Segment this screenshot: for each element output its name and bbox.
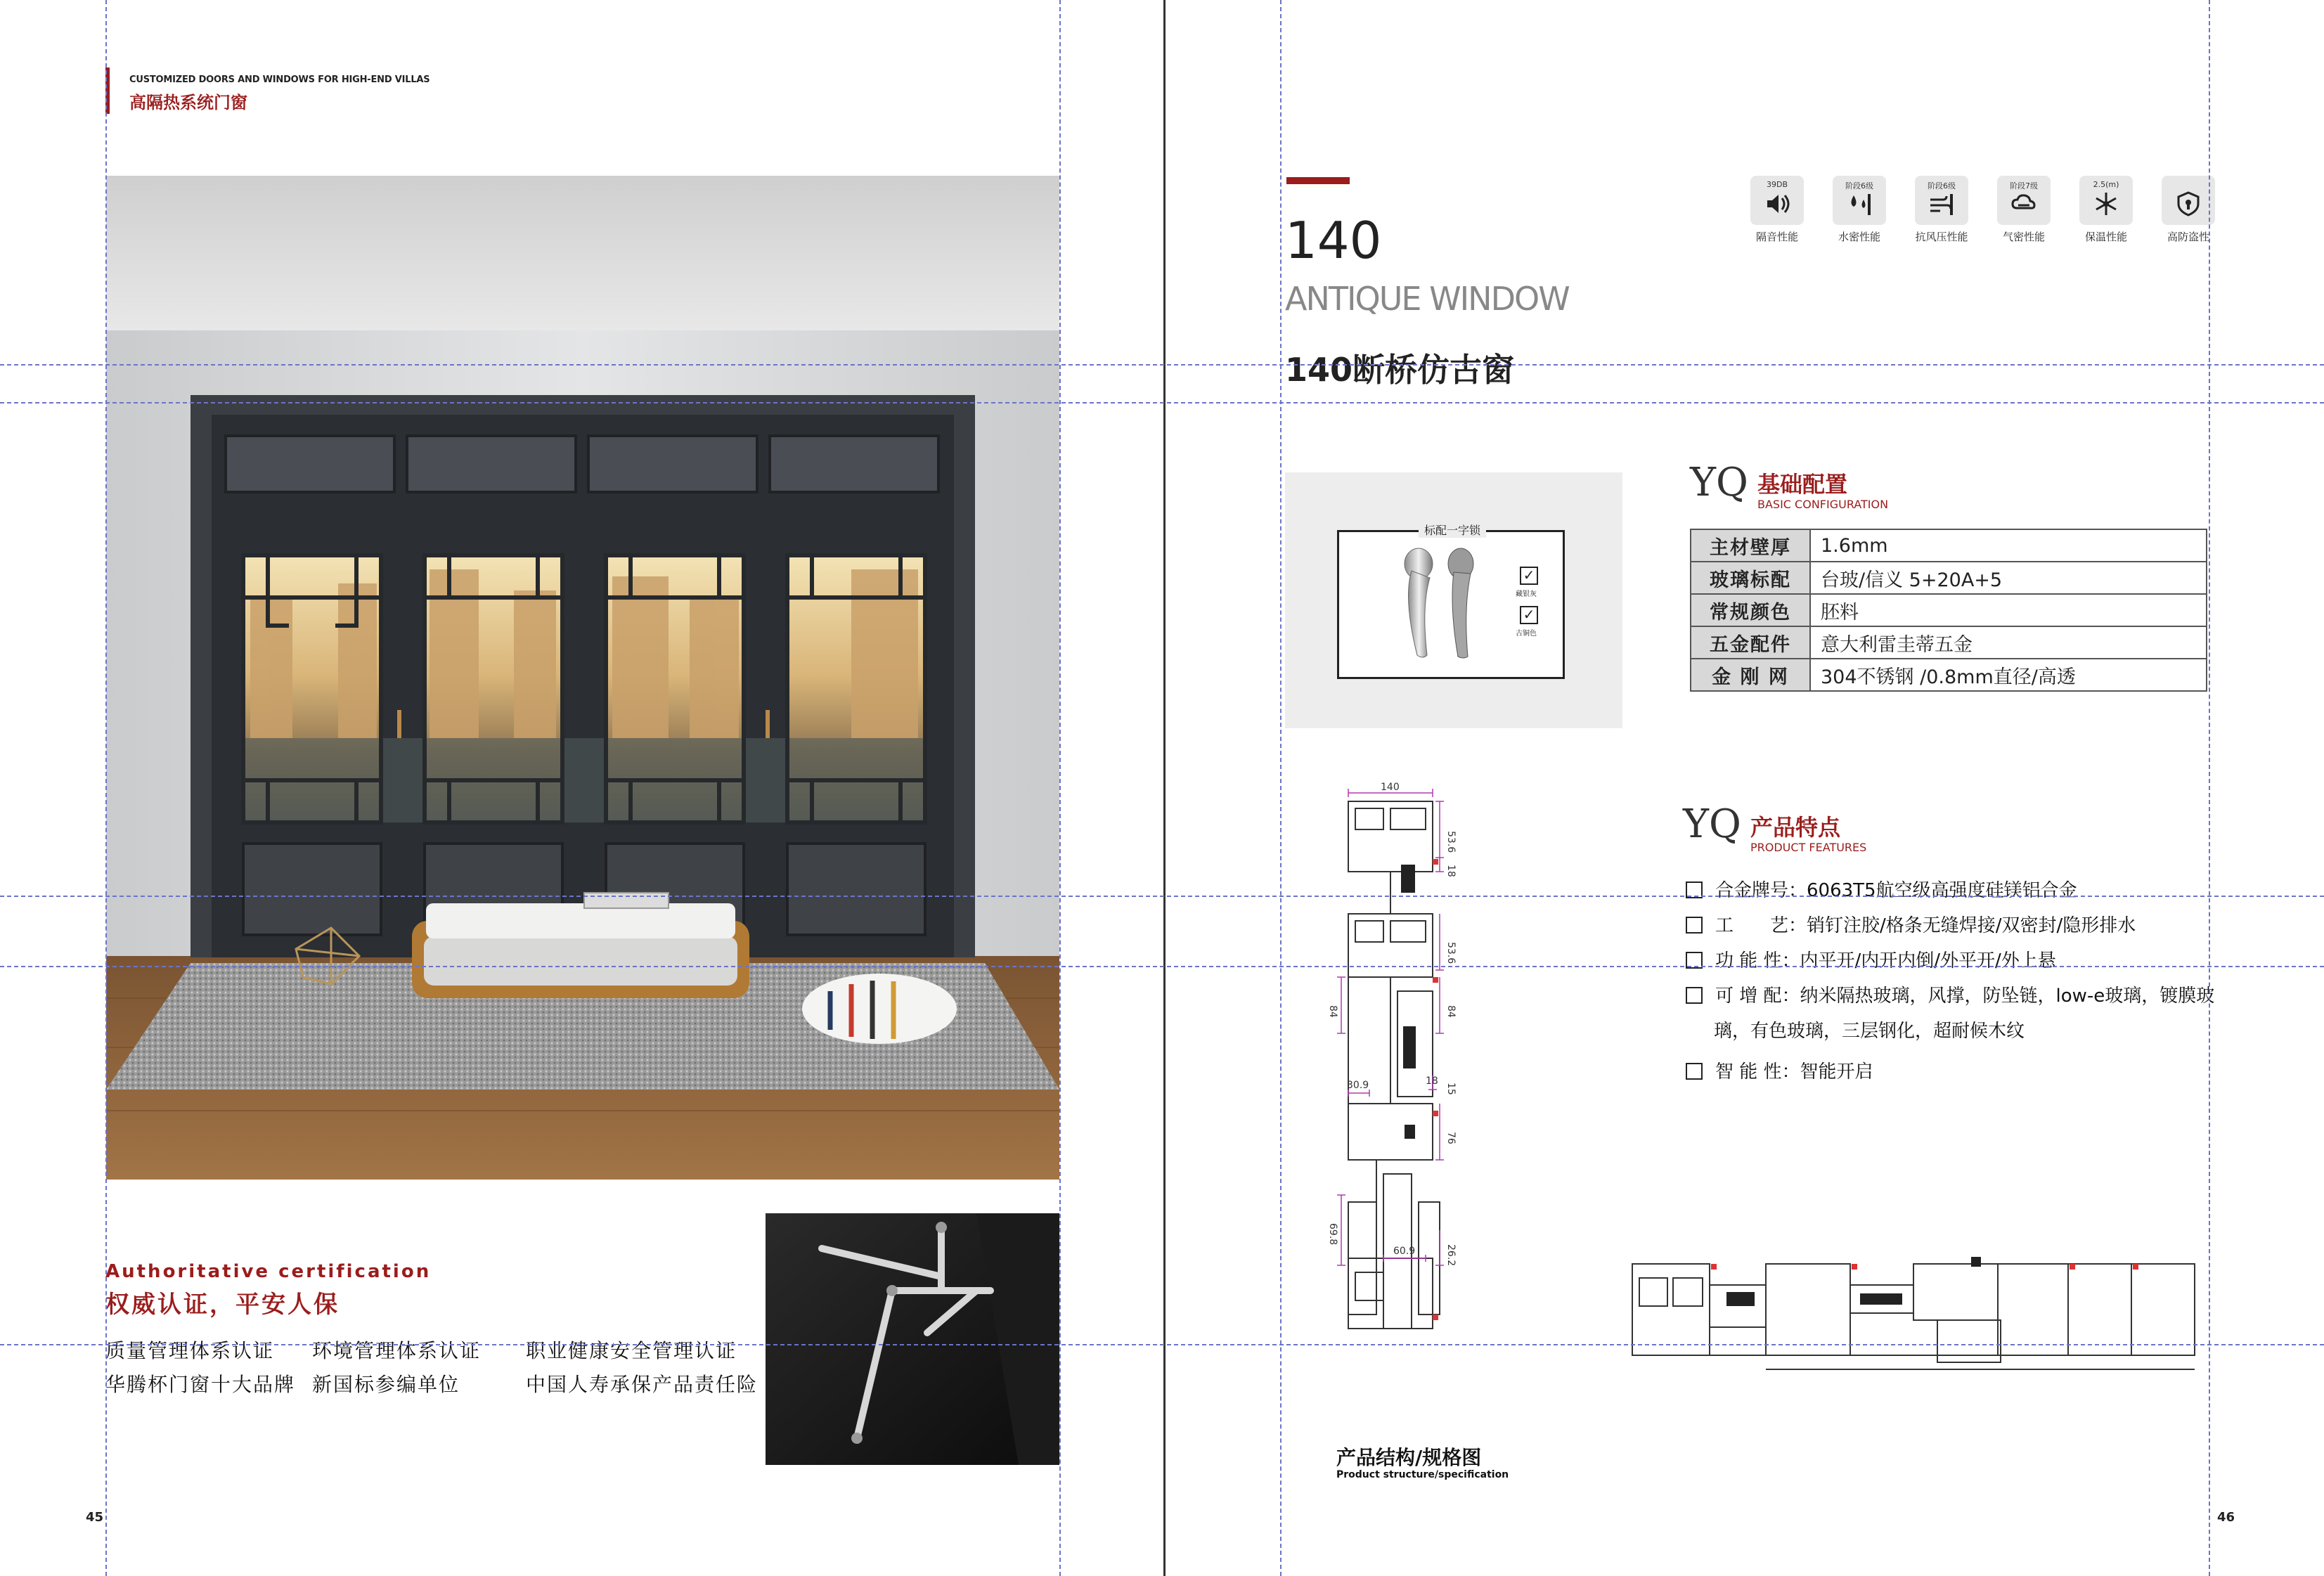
title-cn: 140断桥仿古窗 xyxy=(1285,351,1515,389)
guide-line xyxy=(1059,0,1061,1576)
basic-config-table xyxy=(1690,529,2207,692)
handle-option-label: 藏银灰 xyxy=(1516,590,1537,598)
cert-heading-cn: 权威认证，平安人保 xyxy=(105,1291,340,1319)
perf-air: 阶段7级 气密性能 xyxy=(1997,176,2051,244)
checkbox[interactable] xyxy=(1686,1063,1703,1080)
perf-water: 阶段6级 水密性能 xyxy=(1833,176,1886,244)
config-value: 304不锈钢 /0.8mm直径/高透 xyxy=(1810,659,2207,691)
features-yq: YQ xyxy=(1683,801,1741,847)
handle-title: 标配一字锁 xyxy=(1419,522,1486,538)
dim-label: 30.9 xyxy=(1347,1080,1369,1091)
page-number-right: 46 xyxy=(2217,1510,2235,1525)
title-en: ANTIQUE WINDOW xyxy=(1285,280,1569,318)
dim-label: 15 xyxy=(1445,1083,1457,1095)
wind-icon xyxy=(1929,191,1954,217)
sound-icon xyxy=(1764,191,1790,217)
page-number-left: 45 xyxy=(86,1510,104,1525)
perf-sound: 39DB 隔音性能 xyxy=(1750,176,1804,244)
config-key: 玻璃标配 xyxy=(1691,562,1810,594)
perf-wind: 阶段6级 抗风压性能 xyxy=(1915,176,1968,244)
table-row xyxy=(1691,562,2207,594)
table-row xyxy=(1691,659,2207,691)
title-accent-bar xyxy=(1286,177,1350,184)
feature-item: 可 增 配：纳米隔热玻璃，风撑，防坠链，low-e玻璃，镀膜玻 xyxy=(1686,981,2214,1007)
handle-image xyxy=(1390,543,1489,662)
dim-label: 53.6 xyxy=(1445,831,1457,853)
model-number: 140 xyxy=(1285,211,1382,270)
dim-label: 18 xyxy=(1426,1076,1438,1087)
dim-label: 18 xyxy=(1445,865,1457,877)
dim-label: 76 xyxy=(1445,1132,1457,1144)
table-row xyxy=(1691,594,2207,626)
features-title-cn: 产品特点 xyxy=(1750,814,1841,841)
dim-label: 60.9 xyxy=(1393,1246,1416,1257)
hardware-photo xyxy=(766,1213,1059,1465)
table-row xyxy=(1691,529,2207,562)
cert-item: 华腾杯门窗十大品牌 xyxy=(105,1373,296,1396)
config-key: 常规颜色 xyxy=(1691,594,1810,626)
feature-item-cont: 璃，有色玻璃，三层钢化，超耐候木纹 xyxy=(1714,1021,2025,1042)
config-value: 胚料 xyxy=(1810,594,2207,626)
dim-label: 26.2 xyxy=(1445,1244,1457,1267)
config-value: 意大利雷圭蒂五金 xyxy=(1810,626,2207,659)
config-value: 1.6mm xyxy=(1810,529,2207,562)
handle-option-checkbox[interactable]: ✓ xyxy=(1520,567,1538,585)
cert-item: 质量管理体系认证 xyxy=(105,1339,275,1362)
dim-label: 84 xyxy=(1445,1005,1457,1018)
checkbox[interactable] xyxy=(1686,917,1703,934)
feature-item: 智 能 性：智能开启 xyxy=(1686,1057,1873,1083)
feature-item: 功 能 性：内平开/内开内倒/外平开/外上悬 xyxy=(1686,946,2056,972)
cert-heading-en: Authoritative certification xyxy=(105,1261,432,1282)
vertical-section-drawing xyxy=(1327,780,1496,1343)
air-icon xyxy=(2011,191,2036,217)
config-key: 金 刚 网 xyxy=(1691,659,1810,691)
handle-panel xyxy=(1285,472,1622,728)
feature-item: 合金牌号：6063T5航空级高强度硅镁铝合金 xyxy=(1686,876,2077,902)
guide-line xyxy=(0,402,2324,403)
dim-label: 84 xyxy=(1327,1005,1338,1018)
basic-config-yq: YQ xyxy=(1690,460,1748,505)
features-title-en: PRODUCT FEATURES xyxy=(1750,841,1867,854)
table-row xyxy=(1691,626,2207,659)
perf-thermal: 2.5(m) 保温性能 xyxy=(2079,176,2133,244)
guide-line xyxy=(0,1344,2324,1345)
basic-config-title-cn: 基础配置 xyxy=(1757,471,1848,498)
shield-icon xyxy=(2176,191,2201,217)
checkbox[interactable] xyxy=(1686,987,1703,1004)
dim-label: 69.8 xyxy=(1327,1223,1338,1246)
thermal-icon xyxy=(2093,191,2119,217)
room-photo xyxy=(106,176,1059,1180)
handle-option-label: 古铜色 xyxy=(1516,630,1537,638)
guide-line xyxy=(1280,0,1282,1576)
structure-title-cn: 产品结构/规格图 xyxy=(1336,1446,1482,1469)
guide-line xyxy=(0,896,2324,897)
cert-item: 新国标参编单位 xyxy=(312,1373,460,1396)
handle-option-checkbox[interactable]: ✓ xyxy=(1520,606,1538,624)
structure-title-en: Product structure/specification xyxy=(1336,1469,1509,1480)
guide-line xyxy=(2209,0,2210,1576)
cert-item: 环境管理体系认证 xyxy=(312,1339,482,1362)
header-en: CUSTOMIZED DOORS AND WINDOWS FOR HIGH-END VILLAS xyxy=(129,75,430,85)
cert-item: 职业健康安全管理认证 xyxy=(526,1339,737,1362)
config-key: 五金配件 xyxy=(1691,626,1810,659)
water-icon xyxy=(1847,191,1872,217)
dim-label: 140 xyxy=(1381,782,1400,793)
config-value: 台玻/信义 5+20A+5 xyxy=(1810,562,2207,594)
guide-line xyxy=(105,0,107,1576)
feature-item: 工 艺：销钉注胶/格条无缝焊接/双密封/隐形排水 xyxy=(1686,911,2136,937)
basic-config-title-en: BASIC CONFIGURATION xyxy=(1757,498,1889,511)
dim-label: 53.6 xyxy=(1445,942,1457,964)
header-cn: 高隔热系统门窗 xyxy=(129,93,247,112)
guide-line xyxy=(0,966,2324,967)
horizontal-section-drawing xyxy=(1628,1243,2212,1383)
guide-line xyxy=(0,364,2324,366)
perf-security: 高防盗性 xyxy=(2162,176,2215,244)
cert-item: 中国人寿承保产品责任险 xyxy=(526,1373,758,1396)
config-key: 主材壁厚 xyxy=(1691,529,1810,562)
